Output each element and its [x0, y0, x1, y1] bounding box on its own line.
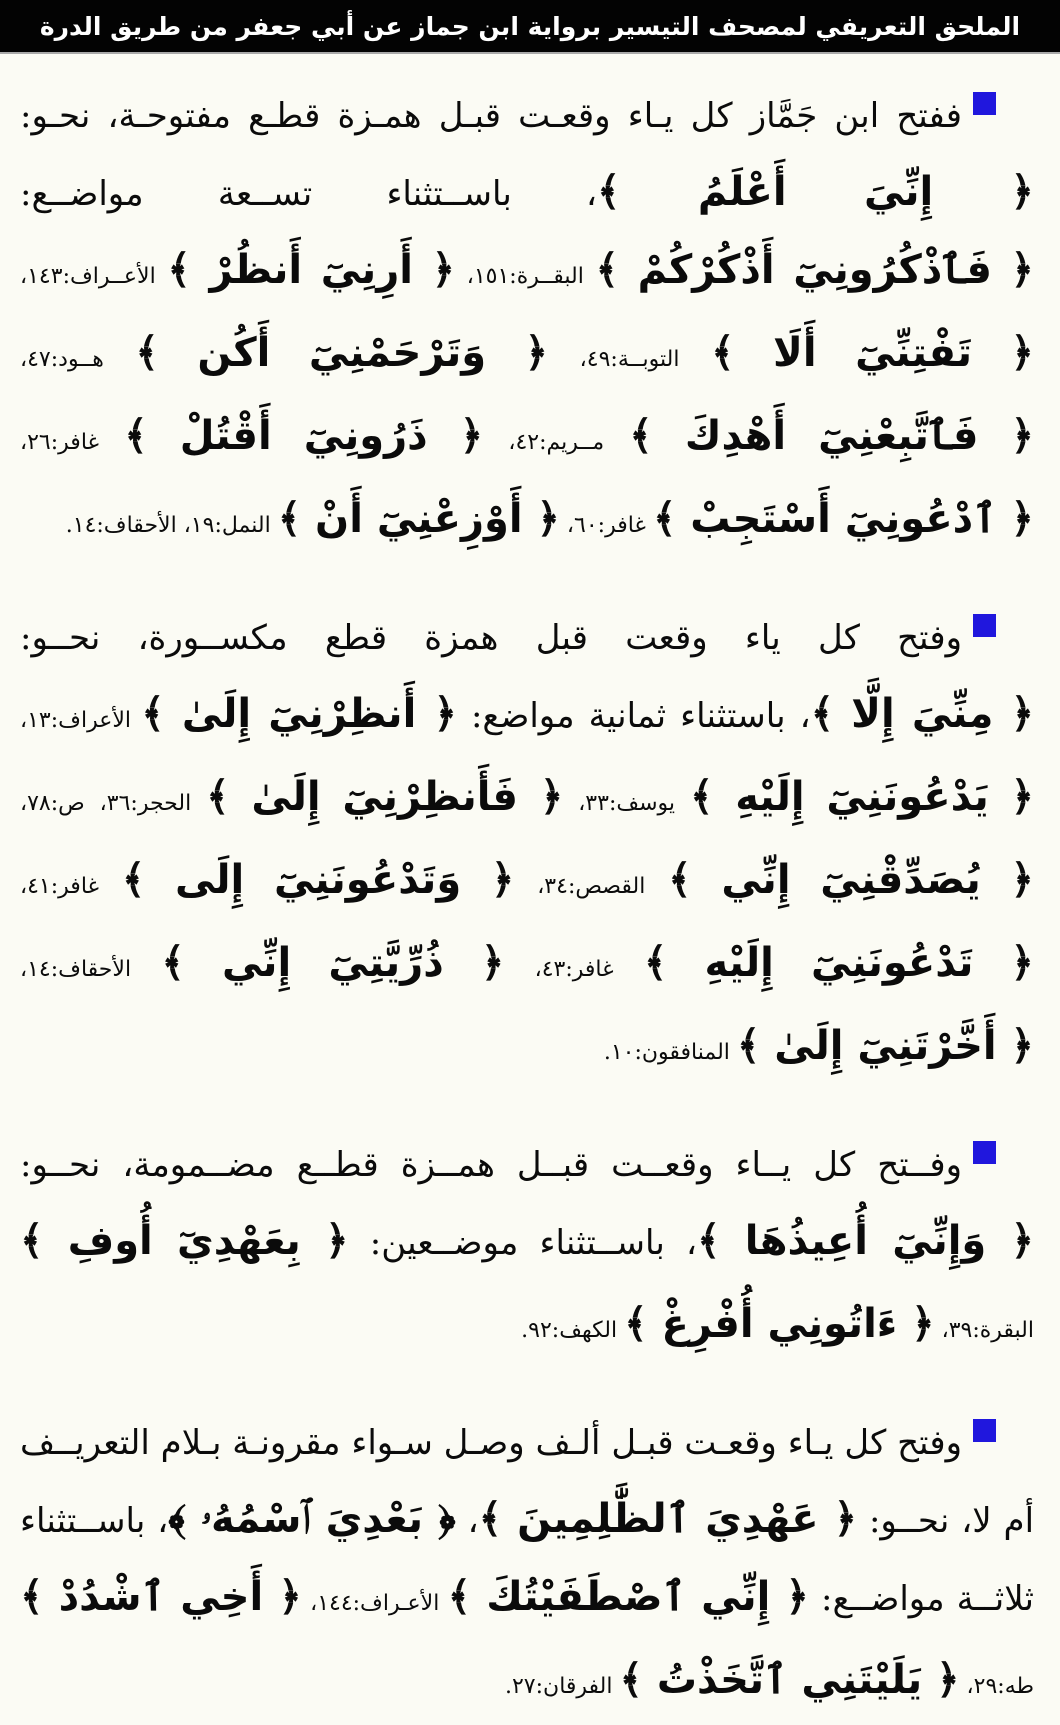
quran-quote: ﴿ فَٱتَّبِعْنِيٓ أَهْدِكَ ﴾ — [629, 412, 1035, 459]
quran-quote: ﴿ بِعَهْدِيٓ أُوفِ ﴾ — [20, 1217, 349, 1264]
verse-reference: هــود:٤٧، — [20, 347, 136, 372]
bullet-square-icon — [973, 92, 996, 115]
verse-reference: القصص:٣٤، — [514, 874, 669, 899]
quran-quote: ﴿ يُصَدِّقْنِيٓ إِنِّي ﴾ — [668, 856, 1034, 903]
verse-reference: الأعـراف:١٤٤، — [301, 1591, 448, 1616]
quran-quote: ﴿ ءَاتُونِي أُفْرِغْ ﴾ — [624, 1300, 935, 1347]
verse-reference: غافر:٤١، — [20, 874, 122, 899]
bullet-square-icon — [973, 614, 996, 637]
quran-quote: ﴿ فَٱذْكُرُونِيٓ أَذْكُرْكُمْ ﴾ — [595, 246, 1034, 293]
bullet-square-icon — [973, 1141, 996, 1164]
body-text: وفتح كل ياء وقعت قبل همزة قطع مكســورة، نحــو: — [20, 618, 962, 658]
quran-quote: ﴿ عَهْدِيَ ٱلظَّٰلِمِينَ ﴾ — [478, 1495, 858, 1542]
quran-quote: ﴿ تَفْتِنِّيٓ أَلَا ﴾ — [711, 329, 1034, 376]
body-text: ، — [455, 1501, 479, 1541]
body-text: ، باستثناء ثمانية مواضع: — [456, 696, 811, 736]
bullet-square-icon — [973, 1419, 996, 1442]
quran-quote: ﴿ أَوْزِعْنِيٓ أَنْ ﴾ — [277, 495, 560, 542]
quran-quote: ﴿ أَنظِرْنِيٓ إِلَىٰ ﴾ — [141, 690, 457, 737]
verse-reference: يوسف:٣٣، — [563, 791, 690, 816]
body-text: ، باســتثناء تســعة مواضــع: — [20, 174, 598, 214]
quran-quote: ﴿ بَعْدِيَ ٱسْمُهُۥ ﴾ — [168, 1495, 456, 1542]
quran-quote: ﴿ أَخَّرْتَنِيٓ إِلَىٰ ﴾ — [736, 1022, 1034, 1069]
quran-quote: ﴿ وَتَرْحَمْنِيٓ أَكُن ﴾ — [135, 329, 549, 376]
verse-reference: غافر:٤٣، — [504, 957, 644, 982]
quran-quote: ﴿ فَأَنظِرْنِيٓ إِلَىٰ ﴾ — [206, 773, 564, 820]
verse-reference: الحجر:٣٦، ص:٧٨، — [20, 791, 207, 816]
quran-quote: ﴿ يَلَيْتَنِي ٱتَّخَذْتُ ﴾ — [619, 1656, 960, 1703]
quran-quote: ﴿ ٱدْعُونِيٓ أَسْتَجِبْ ﴾ — [652, 495, 1034, 542]
verse-reference: الأحقاف:١٤، — [20, 957, 162, 982]
header-bar — [0, 0, 1060, 54]
verse-reference: المنافقون:١٠. — [603, 1040, 737, 1065]
verse-reference: غافر:٢٦، — [20, 430, 125, 455]
paragraph-4 — [20, 1405, 1034, 1725]
quran-quote: ﴿ إِنِّي ٱصْطَفَيْتُكَ ﴾ — [447, 1573, 809, 1620]
body-text: وفتح كل يـاء وقعـت قبـل ألـف وصـل سـواء مقرونـة بـلام التعريــف أم لا، نحــو: — [20, 1423, 1035, 1541]
quran-quote: ﴿ ذَرُونِيٓ أَقْتُلْ ﴾ — [124, 412, 484, 459]
verse-reference: النمل:١٩، الأحقاف:١٤. — [65, 513, 278, 538]
verse-reference: مــريم:٤٢، — [483, 430, 630, 455]
quran-quote: ﴿ مِنِّيَ إِلَّا ﴾ — [810, 690, 1035, 737]
verse-reference: غافر:٦٠، — [559, 513, 653, 538]
verse-reference: الأعــراف:١٤٣، — [20, 264, 168, 289]
verse-reference: طه:٢٩، — [959, 1674, 1034, 1699]
verse-reference: البقــرة:١٥١، — [455, 264, 596, 289]
paragraph-2 — [20, 600, 1034, 1091]
body-text: وفــتح كل يــاء وقعــت قبــل همــزة قطــع مضــمومة، نحــو: — [20, 1145, 962, 1185]
quran-quote: ﴿ وَتَدْعُونَنِيٓ إِلَى ﴾ — [121, 856, 515, 903]
quran-quote: ﴿ ذُرِّيَّتِيٓ إِنِّي ﴾ — [161, 939, 505, 986]
quran-quote: ﴿ يَدْعُونَنِيٓ إِلَيْهِ ﴾ — [689, 773, 1035, 820]
verse-reference: الكهف:٩٢. — [521, 1318, 625, 1343]
verse-reference: التوبــة:٤٩، — [548, 347, 712, 372]
verse-reference: الأعراف:١٣، — [20, 708, 142, 733]
quran-quote: ﴿ وَإِنِّيٓ أُعِيذُهَا ﴾ — [696, 1217, 1035, 1264]
header-title: الملحق التعريفي لمصحف التيسير برواية ابن جماز عن أبي جعفر من طريق الدرة — [39, 11, 1021, 41]
verse-reference: الفرقان:٢٧. — [504, 1674, 620, 1699]
document-body — [0, 54, 1060, 1725]
quran-quote: ﴿ أَخِي ٱشْدُدْ ﴾ — [20, 1573, 302, 1620]
body-text: ففتح ابن جَمَّاز كل يـاء وقعـت قبـل همـزة قطـع مفتوحـة، نحـو: — [20, 96, 962, 136]
quran-quote: ﴿ إِنِّيَ أَعْلَمُ ﴾ — [597, 168, 1034, 215]
body-text: ، باســتثناء موضــعين: — [348, 1223, 697, 1263]
quran-quote: ﴿ أَرِنِيٓ أَنظُرْ ﴾ — [167, 246, 456, 293]
paragraph-1 — [20, 78, 1034, 564]
quran-quote: ﴿ تَدْعُونَنِيٓ إِلَيْهِ ﴾ — [643, 939, 1034, 986]
verse-reference: البقرة:٣٩، — [934, 1318, 1034, 1343]
body-text: ، باســتثناء ثلاثــة مواضــع: — [20, 1501, 1035, 1619]
paragraph-3 — [20, 1127, 1034, 1369]
